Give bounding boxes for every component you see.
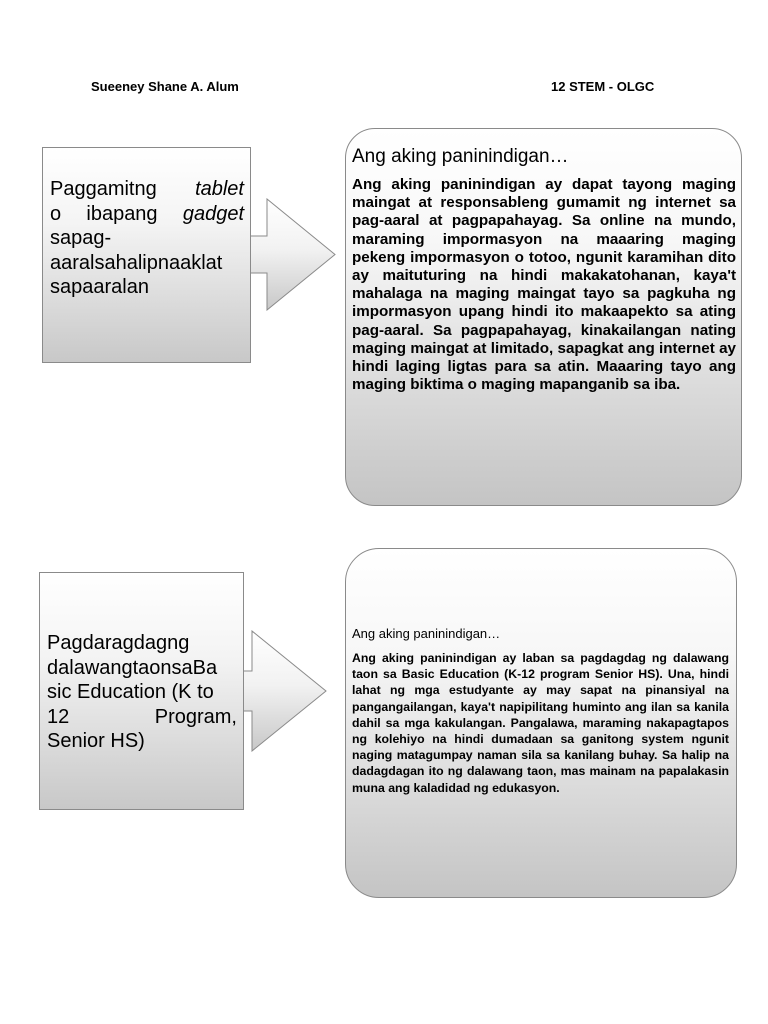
topic-box-k12 bbox=[39, 572, 244, 810]
opinion-heading: Ang aking paninindigan… bbox=[352, 626, 501, 641]
opinion-heading: Ang aking paninindigan… bbox=[352, 146, 569, 167]
topic-line: aaralsahalipnaaklat bbox=[50, 251, 223, 274]
topic-line: Senior HS) bbox=[47, 730, 145, 752]
topic-line: Pagdaragdagng bbox=[47, 632, 190, 654]
right-arrow-icon bbox=[243, 630, 327, 752]
topic-word-italic: gadget bbox=[182, 202, 244, 225]
topic-text bbox=[47, 631, 237, 754]
opinion-box-tablet bbox=[345, 128, 742, 506]
student-name: Sueeney Shane A. Alum bbox=[91, 79, 239, 94]
topic-text bbox=[50, 177, 244, 300]
opinion-body: Ang aking paninindigan ay dapat tayong maging maingat at responsableng gumamit ng internet sa pag-aaral at pagpapahayag. Sa online na mundo, maraming impormasyon na maaaring maging pekeng impormasyon o totoo, ngunit karamihan dito ay maituturing na hindi makakatohanan, kaya't mahalaga na maging maingat tayo sa pagkuha ng impormasyon upang hindi ito makaapekto sa ating pag-aaral. Sa pagpapahayag, kinakailangan nating maging maingat at limitado, sapagkat ang internet ay hindi laging ligtas para sa atin. Maaaring tayo ang maging biktima o maging mapanganib sa iba. bbox=[352, 176, 736, 394]
topic-word: o ibapang bbox=[50, 202, 158, 225]
topic-line: sapaaralan bbox=[50, 276, 149, 298]
topic-line: sic Education (K to bbox=[47, 681, 214, 703]
class-section: 12 STEM - OLGC bbox=[551, 79, 655, 94]
topic-line: dalawangtaonsaBa bbox=[47, 656, 218, 679]
topic-line bbox=[50, 202, 244, 227]
opinion-box-k12 bbox=[345, 548, 737, 898]
topic-word: Paggamitng bbox=[50, 178, 157, 200]
topic-box-tablet bbox=[42, 147, 251, 363]
topic-line bbox=[50, 177, 244, 202]
topic-word-italic: tablet bbox=[195, 178, 244, 200]
right-arrow-icon bbox=[250, 198, 336, 311]
topic-line: 12 Program, bbox=[47, 705, 237, 728]
opinion-body: Ang aking paninindigan ay laban sa pagdagdag ng dalawang taon sa Basic Education (K-12 program Senior HS). Una, hindi lahat ng mga estudyante ay may sapat na pinansiyal na pangangailangan, kaya't napipilitang huminto ang ilan sa kanila dahil sa mga kakulangan. Pangalawa, maraming nakapagtapos ng kolehiyo na hindi dumadaan sa ganitong system ngunit naging matagumpay naman sila sa kanilang buhay. Sa halip na dadagdagan ito ng dalawang taon, mas mainam na papalakasin muna ang kaladidad ng edukasyon. bbox=[352, 651, 729, 795]
topic-line: sapag- bbox=[50, 227, 112, 249]
